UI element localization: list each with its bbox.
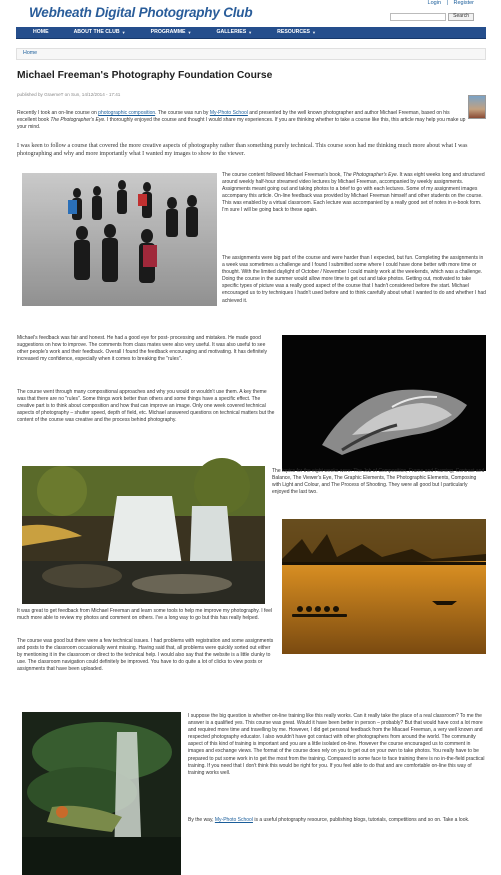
link-my-photo-school[interactable]: My-Photo School <box>209 110 248 116</box>
photo-waterfall <box>22 466 265 604</box>
user-links <box>424 0 474 8</box>
chevron-down-icon: ▼ <box>312 29 316 35</box>
search-input[interactable] <box>390 13 446 21</box>
link-photographic-composition[interactable]: photographic composition <box>98 110 156 116</box>
paragraph-technical-issues: The course was good but there were a few technical issues. I had problems with registration and some assignments and posts to the classroom occasionally went missing. Having said that, all problems were quickly sorted out either by mentioning it in the classroom or direct to the technical help. I would also say that the website is a little clunky to use. The classroom navigation could definitely be improved. You have to do quite a lot of clicks to view posts or assignments that have been uploaded. <box>17 638 274 673</box>
photo-forest-stream <box>22 712 181 875</box>
article-meta: published by GraemeT on Sun, 14/12/2014 - 17:41 <box>17 92 121 98</box>
text: . The course was run by <box>155 110 210 116</box>
paragraph-great-feedback: It was great to get feedback from Michael Freeman and learn some tools to help me improve my photography. I feel much more able to review my photos and comment on others. I've a long way to go but this has really helped. <box>17 608 273 622</box>
site-title[interactable]: Webheath Digital Photography Club <box>29 5 253 20</box>
search-form <box>390 13 474 21</box>
nav-item-programme[interactable] <box>139 29 205 36</box>
nav-item-resources[interactable] <box>265 29 329 36</box>
chevron-down-icon: ▼ <box>187 29 192 35</box>
paragraph-approaches: The course went through many compositional approaches and why you would or wouldn't use them. A key theme was that there are no "rules". Some things work better than others and some things have a specific effect. The creative part is to think about composition and how that can improve an image. Only one week covered technical aspects of photography – shutter speed, depth of field, etc. Michael answered questions on technical matters but the content of the course was creative and the process behind photography. <box>17 389 275 424</box>
site-header <box>0 0 501 24</box>
nav-label: GALLERIES <box>216 28 247 35</box>
book-title: The Photographer's Eye <box>50 117 105 124</box>
text: Recently I took an on-line course on <box>17 110 99 116</box>
author-avatar <box>468 95 486 119</box>
login-link[interactable]: Login <box>427 0 442 6</box>
book-title: The Photographer's Eye <box>343 172 397 178</box>
chevron-down-icon: ▼ <box>121 29 126 35</box>
nav-label: HOME <box>33 28 49 35</box>
text: . I thoroughly enjoyed the course and thought I would share my experiences. If you are thinking whether to take a course like this, this article may help you make up your mind. <box>17 117 466 131</box>
nav-item-about[interactable] <box>62 29 139 36</box>
text: . It was eight weeks long and structured around weekly half-hour streamed video lectures by Michael Freeman, accompanied by weekly assignments. Assignments meant going out and taking photos to a brief to go with each lectures. Some of my assignment images accompany this article. On-line feedback was provided by Michael Freeman himself and other students on the course. This was enabled by a virtual classroom. Each lecture was accompanied by a really good set of notes in e-book form. I'm sure I will be going back to these again. <box>222 172 485 214</box>
paragraph-keen: I was keen to follow a course that covered the more creative aspects of photography rather than something purely technical. This course soon had me thinking much more about what I was photographing and why and more importantly what I wanted my images to show to the viewer. <box>17 143 468 158</box>
photo-people-walking <box>22 173 217 306</box>
register-link[interactable]: Register <box>453 0 474 6</box>
link-my-photo-school-footer[interactable]: My-Photo School <box>214 817 253 823</box>
text: The assignments were big part of the course and were harder than I expected, but fun. Completing the assignments in a week was sometimes a challenge and I found I submitted some where I could have done better with more time or thought. With the limited daylight of October / November I could mainly work at the weekends, which was a challenge. Doing the course in the summer would allow more time to get out and take photos. Getting out, motivated to take specific types of picture was a really good aspect of the course that I hadn't considered before the start. Michael encouraged us to try techniques I hadn't used before and to think carefully about what I wanted to do and whether I had achieved it. <box>222 255 486 304</box>
text: and presented by the well known photographer and author Michael Freeman, based on his excellent book <box>17 110 450 124</box>
photo-hand-light <box>282 335 486 471</box>
main-nav <box>16 27 486 39</box>
text: The course content followed Michael Freeman's book, <box>222 172 344 178</box>
paragraph-topics: The topics for the eight weeks were: The Job of Composition, Frame and Framing, Contrast and Balance, The Viewer's Eye, The Graphic Elements, The Photographic Elements, Composing with Light and Colour, and The Process of Shooting. They were all good but I particularly enjoyed the last two. <box>272 468 485 496</box>
chevron-down-icon: ▼ <box>248 29 253 35</box>
text: is a useful photography resource, publishing blogs, tutorials, competitions and so on. Take a look. <box>252 817 470 823</box>
article <box>17 70 486 823</box>
page-title: Michael Freeman's Photography Foundation Course <box>17 70 273 81</box>
breadcrumb-home[interactable]: Home <box>23 50 38 57</box>
paragraph-by-the-way <box>188 817 486 824</box>
paragraph-course-content <box>222 172 486 215</box>
nav-label: PROGRAMME <box>150 28 186 35</box>
text: By the way, <box>188 817 215 823</box>
paragraph-big-question: I suppose the big question is whether on-line training like this really works. Can it really take the place of a real classroom? To me the answer is a qualified yes. This course was great. Would it have been better in person – probably? But that would have cost a lot more and required more time and travelling by me. However, I did get personal feedback from the Miacael Freeman, a very well known and respected photography educator. I also wouldn't have got contact with other photographers from around the world. The community aspect of this kind of training is important and you are a little isolated on-line. However the course encouraged us to comment in images and exchange views. The format of the course does rely on you to get out on your own to take photos. You really have to be prepared to put some work in to get the most from the training. Compared to some face to face training there is no in-the-field practical training. If you need that I don't think this would be right for you. If you feel able to do that and are comfortable on-line this way of training works well. <box>188 713 485 776</box>
photo-rowing-sunset <box>282 519 486 654</box>
nav-item-home[interactable] <box>21 29 62 36</box>
search-button[interactable]: Search <box>448 13 474 21</box>
nav-item-galleries[interactable] <box>204 29 265 36</box>
nav-label: RESOURCES <box>277 28 311 35</box>
nav-label: ABOUT THE CLUB <box>73 28 120 35</box>
paragraph-intro <box>17 110 469 131</box>
breadcrumb <box>16 48 486 60</box>
paragraph-feedback: Michael's feedback was fair and honest. He had a good eye for post- processing and mistakes. He made good suggestions on how to improve. The comments from class mates were also very useful. It was also useful to see other people's work and their feedback. Overall I found the feedback encouraging and motivating. It has definitely increased my confidence, especially when it comes to breaking the "rules". <box>17 335 267 363</box>
user-links-separator: | <box>446 0 448 6</box>
paragraph-assignments-a <box>222 255 486 305</box>
